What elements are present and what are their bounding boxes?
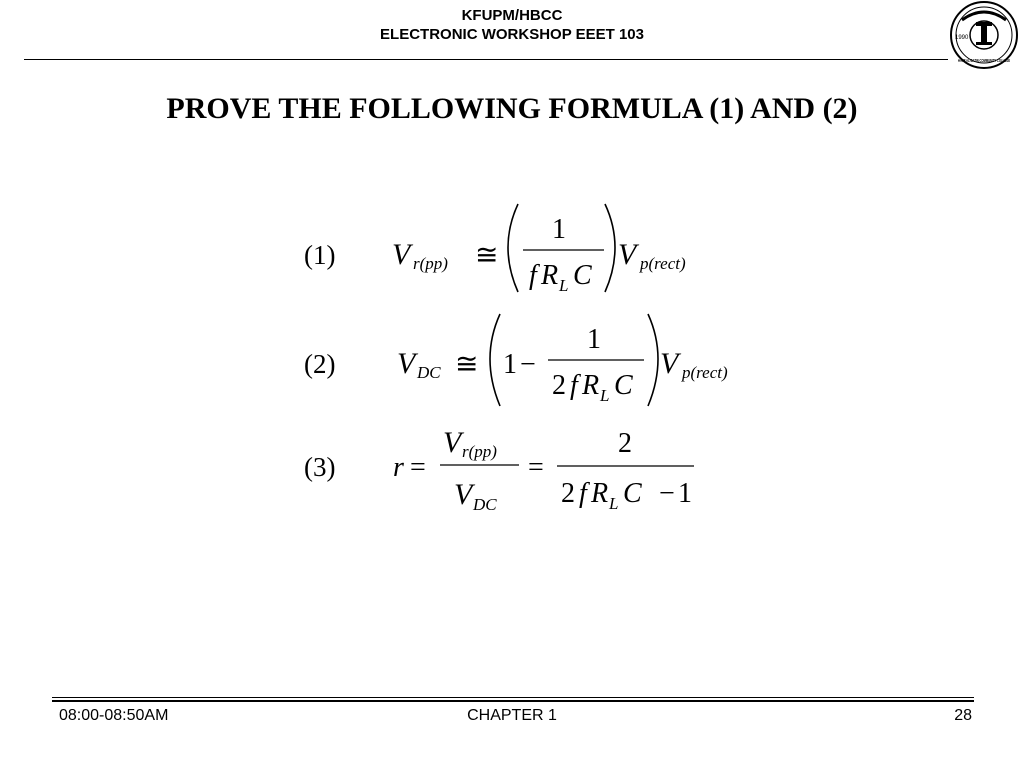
lhs-variable: V	[392, 238, 411, 271]
logo-year: 1990	[955, 35, 969, 41]
denominator-2: 2	[561, 478, 575, 509]
rhs-subscript: p(rect)	[682, 363, 728, 382]
denominator-L: L	[559, 276, 569, 295]
denominator-L: L	[600, 386, 610, 405]
denominator-subscript: DC	[473, 495, 497, 514]
denominator-f: f	[529, 260, 537, 291]
denominator-2: 2	[552, 370, 566, 401]
denominator-R: R	[582, 370, 600, 401]
footer-chapter: CHAPTER 1	[467, 707, 557, 724]
footer-divider-thick	[52, 700, 974, 702]
numerator-variable: V	[443, 426, 462, 459]
numerator-subscript: r(pp)	[462, 442, 497, 461]
fraction-numerator: 2	[618, 428, 632, 459]
rhs-subscript: p(rect)	[640, 254, 686, 273]
lhs-r: r	[393, 452, 404, 483]
lhs-subscript: DC	[417, 363, 441, 382]
equals-sign-2: =	[528, 452, 544, 483]
denominator-C: C	[573, 260, 592, 291]
denominator-f: f	[570, 370, 578, 401]
denominator-R: R	[541, 260, 559, 291]
denominator-variable: V	[454, 478, 473, 511]
right-paren	[648, 314, 658, 406]
fraction-numerator: 1	[552, 214, 566, 245]
denominator-minus: −	[659, 478, 675, 509]
footer-page-number: 28	[954, 707, 972, 724]
one: 1	[503, 349, 517, 380]
denominator-C: C	[623, 478, 642, 509]
rhs-variable: V	[660, 347, 679, 380]
slide-title: PROVE THE FOLLOWING FORMULA (1) AND (2)	[166, 92, 858, 125]
denominator-C: C	[614, 370, 633, 401]
lhs-subscript: r(pp)	[413, 254, 448, 273]
approx-equal-sign: ≅	[475, 240, 499, 271]
rhs-variable: V	[618, 238, 637, 271]
logo-text: HAFR AL-BATIN COMMUNITY COLLEGE	[958, 58, 1010, 63]
left-paren	[508, 204, 518, 292]
equation-number: (1)	[304, 240, 336, 270]
denominator-f: f	[579, 478, 587, 509]
left-paren	[490, 314, 500, 406]
denominator-L: L	[609, 494, 619, 513]
lhs-variable: V	[397, 347, 416, 380]
approx-equal-sign: ≅	[455, 349, 479, 380]
denominator-R: R	[591, 478, 609, 509]
footer-time: 08:00-08:50AM	[59, 707, 169, 724]
header-line1: KFUPM/HBCC	[461, 7, 563, 24]
right-paren	[605, 204, 615, 292]
equation-number: (2)	[304, 349, 336, 379]
header-line2: ELECTRONIC WORKSHOP EEET 103	[380, 26, 644, 43]
minus-sign: −	[520, 349, 536, 380]
fraction-numerator: 1	[587, 324, 601, 355]
footer-divider	[52, 697, 974, 698]
denominator-one: 1	[678, 478, 692, 509]
equation-3	[304, 426, 694, 514]
equation-number: (3)	[304, 452, 336, 482]
equation-2	[304, 314, 728, 406]
equals-sign: =	[410, 452, 426, 483]
equation-1	[304, 204, 686, 295]
